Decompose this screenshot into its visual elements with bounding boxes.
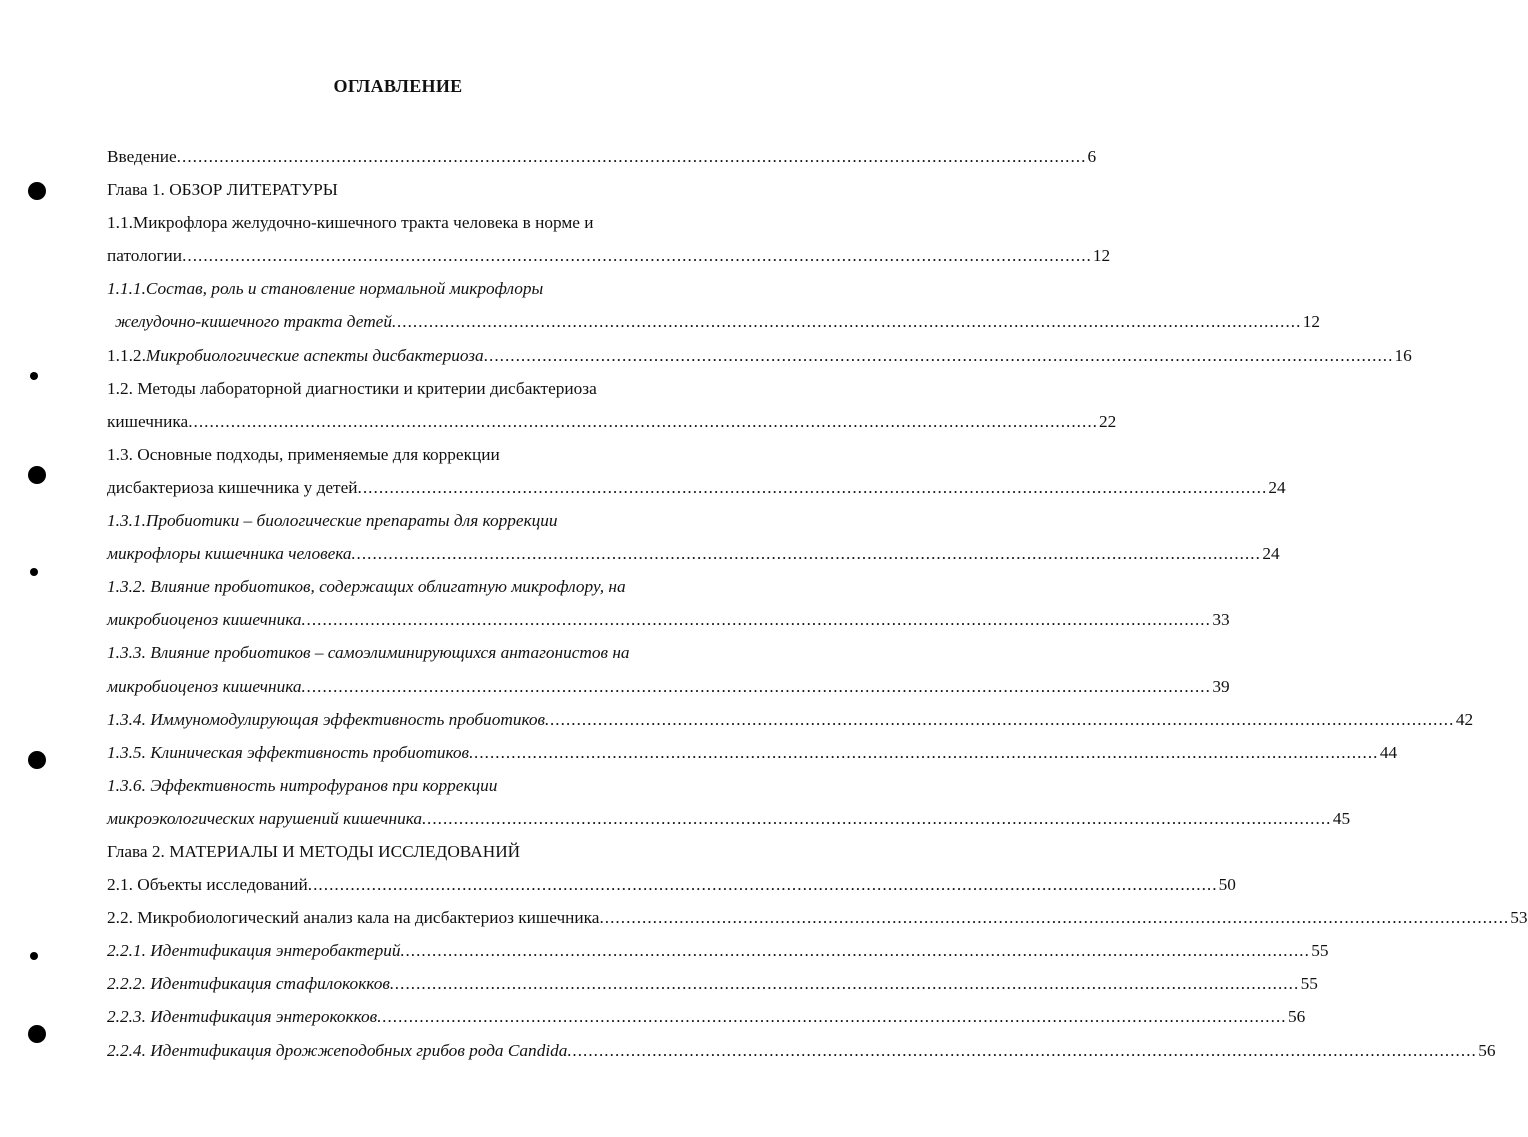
toc-entry-title: 1.1.Микрофлора желудочно-кишечного тракта человека в норме и: [107, 213, 594, 233]
toc-entry: [107, 967, 1318, 1000]
punch-hole: [28, 751, 46, 769]
punch-hole: [28, 466, 46, 484]
table-of-contents: [107, 140, 1528, 1067]
toc-entry: [107, 339, 1412, 372]
toc-chapter: [107, 173, 740, 206]
toc-entry: [107, 206, 740, 239]
toc-leader: [358, 471, 1268, 504]
toc-entry-title: 2.2.1. Идентификация энтеробактерий: [107, 941, 401, 961]
toc-entry-title: 1.3. Основные подходы, применяемые для коррекции: [107, 444, 500, 464]
toc-entry-title: 1.3.1.Пробиотики – биологические препараты для коррекции: [107, 511, 558, 531]
toc-leader: [599, 901, 1509, 934]
toc-leader: [302, 670, 1212, 703]
toc-entry-title: 1.1.1.Состав, роль и становление нормальной микрофлоры: [107, 279, 544, 299]
toc-entry: [107, 438, 740, 471]
punch-hole: [28, 1025, 46, 1043]
toc-entry: [107, 934, 1329, 967]
toc-entry: [107, 868, 1236, 901]
toc-leader: [469, 736, 1379, 769]
toc-entry-page: 50: [1218, 875, 1236, 895]
toc-entry-page: 53: [1510, 908, 1528, 928]
toc-entry-page: 55: [1311, 941, 1329, 961]
punch-mark: [30, 568, 38, 576]
toc-leader: [308, 868, 1218, 901]
toc-leader: [392, 305, 1302, 338]
toc-leader: [188, 405, 1098, 438]
toc-entry: [107, 405, 1117, 438]
toc-entry-title: 2.2.4. Идентификация дрожжеподобных грибов рода Candida: [107, 1040, 568, 1060]
toc-entry-page: 42: [1455, 709, 1474, 729]
toc-entry-page: 56: [1287, 1007, 1306, 1027]
toc-entry-title: желудочно-кишечного тракта детей: [115, 312, 392, 332]
toc-entry: [107, 272, 740, 305]
toc-entry-page: 39: [1212, 676, 1230, 696]
toc-entry-page: 6: [1087, 147, 1097, 166]
toc-entry-page: 24: [1262, 544, 1280, 564]
toc-entry-title: 1.3.2. Влияние пробиотиков, содержащих облигатную микрофлору, на: [107, 577, 626, 597]
toc-leader: [422, 802, 1332, 835]
toc-leader: [545, 703, 1455, 736]
toc-entry: [107, 670, 1230, 703]
toc-leader: [177, 140, 1087, 173]
toc-leader: [302, 603, 1212, 636]
toc-entry: [107, 736, 1398, 769]
toc-entry-title: 1.2. Методы лабораторной диагностики и критерии дисбактериоза: [107, 378, 597, 398]
toc-entry-title: Микробиологические аспекты дисбактериоза: [145, 345, 484, 365]
toc-leader: [401, 934, 1311, 967]
toc-entry: [107, 305, 1321, 338]
toc-entry-title: 1.3.4. Иммуномодулирующая эффективность пробиотиков: [107, 709, 546, 729]
toc-entry: [107, 140, 1097, 173]
toc-entry-title: 2.1. Объекты исследований: [107, 875, 308, 895]
toc-entry-title: кишечника: [107, 411, 189, 431]
toc-entry-page: 22: [1098, 411, 1117, 431]
toc-entry-title: микроэкологических нарушений кишечника: [107, 808, 423, 828]
toc-leader: [567, 1034, 1477, 1067]
toc-entry-title: Глава 1. ОБЗОР ЛИТЕРАТУРЫ: [107, 180, 338, 200]
toc-entry: [107, 471, 1286, 504]
toc-entry-title: 2.2. Микробиологический анализ кала на дисбактериоз кишечника: [107, 908, 600, 928]
toc-entry-title: Введение: [107, 147, 177, 166]
toc-entry-title: 1.3.5. Клиническая эффективность пробиотиков: [107, 742, 470, 762]
toc-entry-title: 1.3.6. Эффективность нитрофуранов при коррекции: [107, 775, 498, 795]
punch-mark: [30, 952, 38, 960]
toc-entry: [107, 703, 1474, 736]
toc-chapter: [107, 835, 740, 868]
punch-hole: [28, 182, 46, 200]
toc-entry: [107, 636, 740, 669]
toc-entry: [107, 504, 740, 537]
toc-entry-page: 12: [1302, 312, 1321, 332]
toc-leader: [484, 339, 1394, 372]
page-title: ОГЛАВЛЕНИЕ: [333, 76, 463, 96]
toc-entry-title: микробиоценоз кишечника: [107, 610, 302, 630]
toc-entry: [107, 239, 1111, 272]
toc-entry-title: 1.3.3. Влияние пробиотиков – самоэлиминирующихся антагонистов на: [107, 643, 630, 663]
toc-entry: [107, 802, 1351, 835]
toc-entry: [107, 769, 740, 802]
toc-entry-title: дисбактериоза кишечника у детей: [107, 477, 358, 497]
toc-entry: [107, 1000, 1306, 1033]
toc-leader: [352, 537, 1262, 570]
toc-entry-page: 45: [1332, 808, 1351, 828]
toc-entry-title: Глава 2. МАТЕРИАЛЫ И МЕТОДЫ ИССЛЕДОВАНИЙ: [107, 841, 521, 861]
toc-entry-title: 2.2.2. Идентификация стафилококков: [107, 974, 390, 994]
toc-entry-title: 2.2.3. Идентификация энтерококков: [107, 1007, 378, 1027]
toc-entry: [107, 1034, 1496, 1067]
toc-entry-page: 55: [1300, 974, 1318, 994]
toc-entry-title: микробиоценоз кишечника: [107, 676, 302, 696]
toc-leader: [390, 967, 1300, 1000]
toc-entry-page: 33: [1212, 610, 1230, 630]
toc-entry-number: 1.1.2.: [107, 345, 146, 365]
toc-entry: [107, 603, 1230, 636]
toc-entry-page: 12: [1092, 246, 1111, 266]
toc-entry: [107, 570, 740, 603]
toc-entry-page: 16: [1394, 345, 1412, 365]
punch-mark: [30, 372, 38, 380]
toc-leader: [377, 1000, 1287, 1033]
toc-entry: [107, 372, 740, 405]
toc-entry-page: 44: [1379, 742, 1398, 762]
toc-entry: [107, 537, 1280, 570]
toc-entry: [107, 901, 1528, 934]
toc-entry-title: патологии: [107, 246, 183, 266]
toc-entry-page: 24: [1268, 477, 1286, 497]
toc-leader: [182, 239, 1092, 272]
toc-entry-title: микрофлоры кишечника человека: [107, 544, 352, 564]
toc-entry-page: 56: [1478, 1040, 1496, 1060]
